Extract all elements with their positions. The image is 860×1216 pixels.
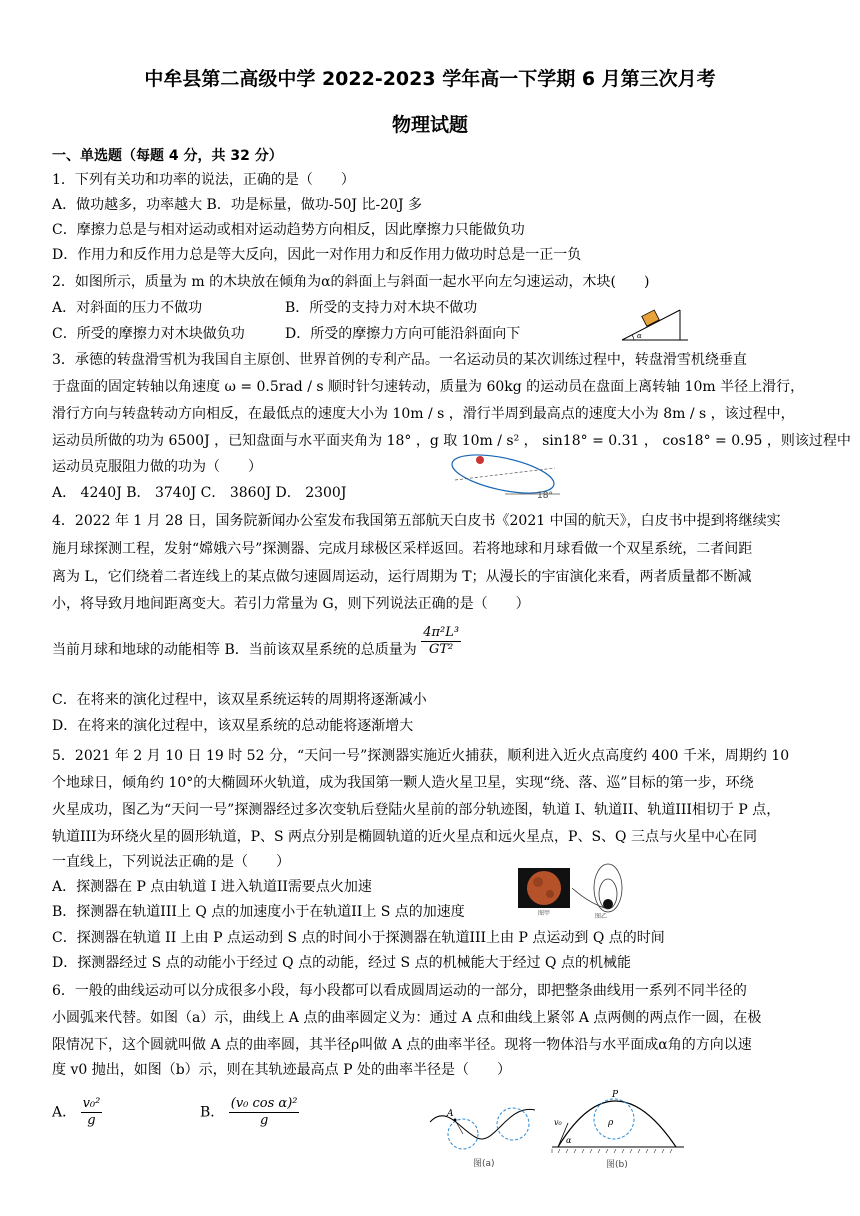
q4-option-ab: [52, 624, 461, 660]
q6-option-a-label: A．: [52, 1104, 77, 1121]
q6-option-b: [200, 1096, 299, 1129]
rotating-disk-figure: [445, 450, 565, 500]
fraction-denominator: GT²: [429, 641, 454, 657]
q4-line-3: 离为 L，它们绕着二者连线上的某点做匀速圆周运动，运行周期为 T；从漫长的宇宙演化来看，两者质量都不断减: [52, 569, 752, 585]
q4-option-d: D．在将来的演化过程中，该双星系统的总动能将逐渐增大: [52, 718, 414, 734]
orbit-diagram: [570, 858, 632, 920]
fig-b-caption: 图(b): [606, 1160, 628, 1170]
skier-icon: [476, 456, 484, 464]
q2-option-c: C．所受的摩擦力对木块做负功: [52, 326, 245, 342]
q1-option-d: D．作用力和反作用力总是等大反向，因此一对作用力和反作用力做功时总是一正一负: [52, 247, 582, 263]
section-heading: 一、单选题（每题 4 分，共 32 分）: [52, 148, 283, 164]
angle-label: 18°: [537, 491, 553, 500]
svg-text:α: α: [637, 332, 642, 340]
q6-option-a: [52, 1096, 102, 1129]
fraction-denominator: g: [259, 1113, 269, 1128]
q4-option-ab-text: 当前月球和地球的动能相等 B．当前该双星系统的总质量为: [52, 642, 417, 658]
q6-line-4: 度 v0 抛出，如图（b）示，则在其轨迹最高点 P 处的曲率半径是（ ）: [52, 1062, 511, 1078]
q3-line-5: 运动员克服阻力做的功为（ ）: [52, 459, 262, 475]
q3-line-1: 3．承德的转盘滑雪机为我国自主原创、世界首例的专利产品。一名运动员的某次训练过程中，转盘滑雪机绕垂直: [52, 352, 747, 368]
svg-text:v₀: v₀: [554, 1118, 562, 1127]
q2-stem: 2．如图所示，质量为 m 的木块放在倾角为α的斜面上与斜面一起水平向左匀速运动，木块( ): [52, 274, 650, 290]
q5-line-4: 轨道III为环绕火星的圆形轨道，P、S 两点分别是椭圆轨道的近火星点和远火星点，P、S、Q 三点与火星中心在同: [52, 829, 757, 845]
q2-option-d: D．所受的摩擦力方向可能沿斜面向下: [285, 326, 521, 342]
fig-yi-caption: 图乙: [595, 913, 608, 920]
q2-option-b: B．所受的支持力对木块不做功: [285, 300, 478, 316]
fig-a-caption: 图(a): [473, 1159, 495, 1169]
fraction-numerator: v₀²: [82, 1096, 101, 1111]
mars-icon: [603, 899, 613, 909]
q1-option-ab: A．做功越多，功率越大 B．功是标量，做功-50J 比-20J 多: [52, 197, 423, 213]
svg-text:P: P: [612, 1090, 619, 1100]
q5-line-2: 个地球日，倾角约 10°的大椭圆环火轨道，成为我国第一颗人造火星卫星，实现“绕、落、巡”目标的第一步，环绕: [52, 775, 754, 791]
exam-subtitle: 物理试题: [391, 114, 468, 136]
svg-text:A: A: [447, 1109, 454, 1119]
exam-title: 中牟县第二高级中学 2022-2023 学年高一下学期 6 月第三次月考: [144, 68, 716, 90]
q3-options: A． 4240J B． 3740J C． 3860J D． 2300J: [52, 485, 347, 501]
q3-line-4: 运动员所做的功为 6500J ，已知盘面与水平面夹角为 18° ，g 取 10m / s² ， sin18° = 0.31 ， cos18° = 0.95 ，则该过程中: [52, 433, 851, 449]
q4-line-1: 4．2022 年 1 月 28 日，国务院新闻办公室发布我国第五部航天白皮书《2021 中国的航天》，白皮书中提到将继续实: [52, 513, 781, 529]
q3-line-3: 滑行方向与转盘转动方向相反，在最低点的速度大小为 10m / s ，滑行半周到最高点的速度大小为 8m / s ，该过程中，: [52, 406, 795, 422]
fraction-numerator: 4π²L³: [423, 624, 460, 640]
q1-stem: 1．下列有关功和功率的说法，正确的是（ ）: [52, 172, 355, 188]
q6-option-b-fraction: [229, 1096, 300, 1129]
q6-option-a-fraction: [81, 1096, 103, 1129]
q6-line-3: 限情况下，这个圆就叫做 A 点的曲率圆，其半径ρ叫做 A 点的曲率半径。现将一物体沿与水平面成α角的方向以速: [52, 1037, 752, 1053]
q5-option-a: A．探测器在 P 点由轨道 I 进入轨道II需要点火加速: [52, 879, 372, 895]
q5-option-d: D．探测器经过 S 点的动能小于经过 Q 点的动能，经过 S 点的机械能大于经过 Q 点的机械能: [52, 955, 631, 971]
q6-line-2: 小圆弧来代替。如图（a）示，曲线上 A 点的曲率圆定义为：通过 A 点和曲线上紧邻 A 点两侧的两点作一圆，在极: [52, 1010, 762, 1026]
q5-line-3: 火星成功，图乙为“天问一号”探测器经过多次变轨后登陆火星前的部分轨迹图，轨道 I、轨道II、轨道III相切于 P 点，: [52, 802, 781, 818]
q6-line-1: 6．一般的曲线运动可以分成很多小段，每小段都可以看成圆周运动的一部分，即把整条曲线用一系列不同半径的: [52, 983, 747, 999]
q5-option-c: C．探测器在轨道 II 上由 P 点运动到 S 点的时间小于探测器在轨道III上由 P 点运动到 Q 点的时间: [52, 930, 665, 946]
q4-total-mass-fraction: [421, 625, 461, 658]
q2-option-a: A．对斜面的压力不做功: [52, 300, 203, 316]
q3-line-2: 于盘面的固定转轴以角速度 ω = 0.5rad / s 顺时针匀速转动，质量为 60kg 的运动员在盘面上离转轴 10m 半径上滑行，: [52, 379, 805, 395]
curvature-figure-a: [425, 1090, 540, 1170]
q6-option-b-label: B．: [200, 1104, 225, 1121]
q5-line-5: 一直线上，下列说法正确的是（ ）: [52, 854, 290, 870]
svg-text:α: α: [566, 1136, 572, 1145]
mars-photo: [518, 868, 570, 916]
q5-option-b: B．探测器在轨道III上 Q 点的加速度小于在轨道II上 S 点的加速度: [52, 904, 465, 920]
q4-line-2: 施月球探测工程，发射“嫦娥六号”探测器、完成月球极区采样返回。若将地球和月球看做一个双星系统，二者间距: [52, 541, 753, 557]
svg-text:ρ: ρ: [608, 1118, 614, 1128]
q4-option-c: C．在将来的演化过程中，该双星系统运转的周期将逐渐减小: [52, 692, 427, 708]
fig-jia-caption: 图甲: [538, 910, 551, 916]
q5-line-1: 5．2021 年 2 月 10 日 19 时 52 分，“天问一号”探测器实施近火捕获，顺利进入近火点高度约 400 千米，周期约 10: [52, 748, 790, 764]
curvature-figure-b: [548, 1085, 688, 1175]
q4-line-4: 小，将导致月地间距离变大。若引力常量为 G，则下列说法正确的是（ ）: [52, 596, 530, 612]
fraction-denominator: g: [87, 1113, 96, 1128]
q1-option-c: C．摩擦力总是与相对运动或相对运动趋势方向相反，因此摩擦力只能做负功: [52, 222, 525, 238]
fraction-numerator: (v₀ cos α)²: [230, 1096, 298, 1111]
incline-block-figure: [620, 305, 690, 345]
